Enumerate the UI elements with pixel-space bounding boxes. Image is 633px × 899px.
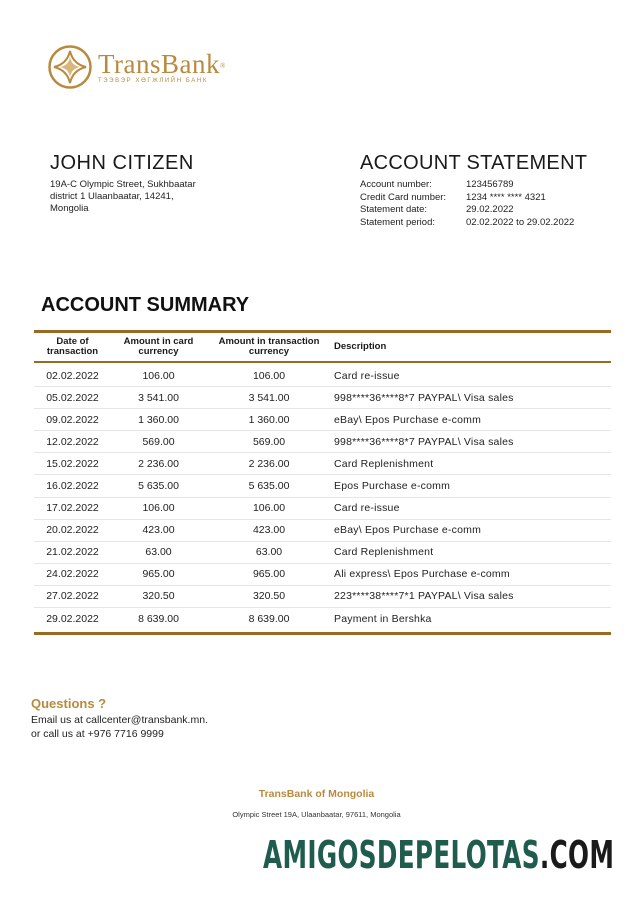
header-card-amount: Amount in card currency [123, 336, 194, 357]
cell-card-amount: 8 639.00 [138, 612, 179, 625]
header-date: Date of transaction [46, 336, 99, 357]
cell-description: Card Replenishment [334, 457, 434, 470]
cell-date: 16.02.2022 [46, 480, 99, 493]
customer-name: JOHN CITIZEN [50, 152, 194, 174]
cell-description: Card re-issue [334, 369, 400, 382]
phone-line: or call us at +976 7716 9999 [31, 728, 164, 740]
cell-card-amount: 1 360.00 [138, 413, 179, 426]
cell-transaction-amount: 106.00 [252, 502, 286, 515]
cell-transaction-amount: 320.50 [252, 590, 286, 603]
cell-transaction-amount: 965.00 [252, 568, 286, 581]
cell-transaction-amount: 8 639.00 [248, 612, 290, 625]
bank-tagline: ТЭЭВЭР ХӨГЖЛИЙН БАНК [98, 78, 208, 84]
registered-mark: ® [220, 62, 226, 70]
cell-date: 15.02.2022 [46, 457, 99, 470]
footer-bank-name: TransBank of Mongolia [258, 788, 375, 800]
cell-transaction-amount: 3 541.00 [248, 391, 290, 404]
address-line: Mongolia [50, 203, 89, 214]
table-row [34, 498, 611, 520]
cell-card-amount: 106.00 [142, 369, 175, 382]
cell-card-amount: 320.50 [142, 590, 175, 603]
table-row [34, 564, 611, 586]
cell-date: 02.02.2022 [46, 369, 99, 382]
table-row [34, 431, 611, 453]
cell-date: 17.02.2022 [46, 502, 99, 515]
cell-description: eBay\ Epos Purchase e-comm [334, 413, 482, 426]
cell-description: 998****36****8*7 PAYPAL\ Visa sales [334, 435, 514, 448]
cell-card-amount: 569.00 [142, 435, 175, 448]
cell-transaction-amount: 569.00 [252, 435, 286, 448]
table-row [34, 542, 611, 564]
bank-name: TransBank [98, 49, 221, 79]
transbank-emblem-icon [48, 45, 92, 89]
cell-date: 27.02.2022 [46, 590, 99, 603]
statement-date-label: Statement date: [360, 204, 428, 215]
cell-card-amount: 106.00 [142, 502, 175, 515]
statement-period-label: Statement period: [360, 216, 435, 228]
card-number-label: Credit Card number: [360, 191, 447, 203]
cell-card-amount: 5 635.00 [138, 480, 179, 493]
watermark-main: AMIGOSDEPELOTAS [263, 833, 540, 877]
email-line: Email us at callcenter@transbank.mn. [31, 714, 208, 726]
cell-description: Epos Purchase e-comm [334, 480, 451, 493]
statement-title: ACCOUNT STATEMENT [360, 152, 588, 174]
table-row [34, 608, 611, 629]
cell-card-amount: 63.00 [145, 546, 172, 559]
header-description: Description [334, 341, 387, 352]
table-row [34, 453, 611, 475]
table-header [34, 333, 611, 361]
cell-transaction-amount: 2 236.00 [248, 457, 290, 470]
cell-description: Payment in Bershka [334, 612, 432, 625]
customer-address [50, 179, 225, 215]
cell-card-amount: 3 541.00 [138, 391, 179, 404]
table-row [34, 586, 611, 608]
summary-title: ACCOUNT SUMMARY [41, 294, 250, 316]
account-number-label: Account number: [360, 179, 432, 190]
cell-date: 29.02.2022 [46, 612, 99, 625]
cell-card-amount: 965.00 [142, 568, 175, 581]
customer-block [50, 152, 225, 215]
cell-date: 05.02.2022 [46, 391, 99, 404]
bank-logo [48, 45, 226, 89]
account-number-value: 123456789 [466, 179, 514, 190]
cell-date: 09.02.2022 [46, 413, 99, 426]
address-line: 19A-C Olympic Street, Sukhbaatar [50, 179, 196, 190]
address-line: district 1 Ulaanbaatar, 14241, [50, 191, 174, 202]
questions-block [31, 696, 208, 741]
statement-block [360, 152, 587, 229]
statement-date-value: 29.02.2022 [466, 204, 514, 215]
table-row [34, 475, 611, 497]
transactions-table [34, 330, 611, 635]
cell-description: 998****36****8*7 PAYPAL\ Visa sales [334, 391, 514, 404]
cell-transaction-amount: 1 360.00 [248, 413, 290, 426]
statement-period-value: 02.02.2022 to 29.02.2022 [466, 216, 575, 228]
cell-transaction-amount: 423.00 [252, 524, 286, 537]
table-row [34, 365, 611, 387]
footer [0, 788, 633, 819]
cell-description: Ali express\ Epos Purchase e-comm [334, 568, 510, 581]
cell-description: Card re-issue [334, 502, 400, 515]
cell-description: eBay\ Epos Purchase e-comm [334, 524, 482, 537]
questions-title: Questions ? [31, 696, 107, 711]
cell-date: 21.02.2022 [46, 546, 99, 559]
header-transaction-amount: Amount in transaction currency [218, 336, 320, 357]
cell-date: 20.02.2022 [46, 524, 99, 537]
watermark [263, 833, 614, 877]
cell-transaction-amount: 106.00 [252, 369, 286, 382]
cell-card-amount: 2 236.00 [138, 457, 179, 470]
table-row [34, 520, 611, 542]
table-row [34, 387, 611, 409]
cell-date: 24.02.2022 [46, 568, 99, 581]
cell-transaction-amount: 63.00 [255, 546, 283, 559]
table-row [34, 409, 611, 431]
cell-card-amount: 423.00 [142, 524, 175, 537]
footer-address: Olympic Street 19A, Ulaanbaatar, 97611, Mongolia [232, 810, 401, 819]
cell-description: Card Replenishment [334, 546, 434, 559]
cell-transaction-amount: 5 635.00 [248, 480, 290, 493]
table-bottom-rule [34, 632, 611, 635]
cell-date: 12.02.2022 [46, 435, 99, 448]
statement-details [360, 179, 587, 229]
table-body [34, 363, 611, 632]
cell-description: 223****38****7*1 PAYPAL\ Visa sales [334, 590, 514, 603]
watermark-suffix: .COM [539, 833, 615, 877]
card-number-value: 1234 **** **** 4321 [466, 191, 546, 203]
